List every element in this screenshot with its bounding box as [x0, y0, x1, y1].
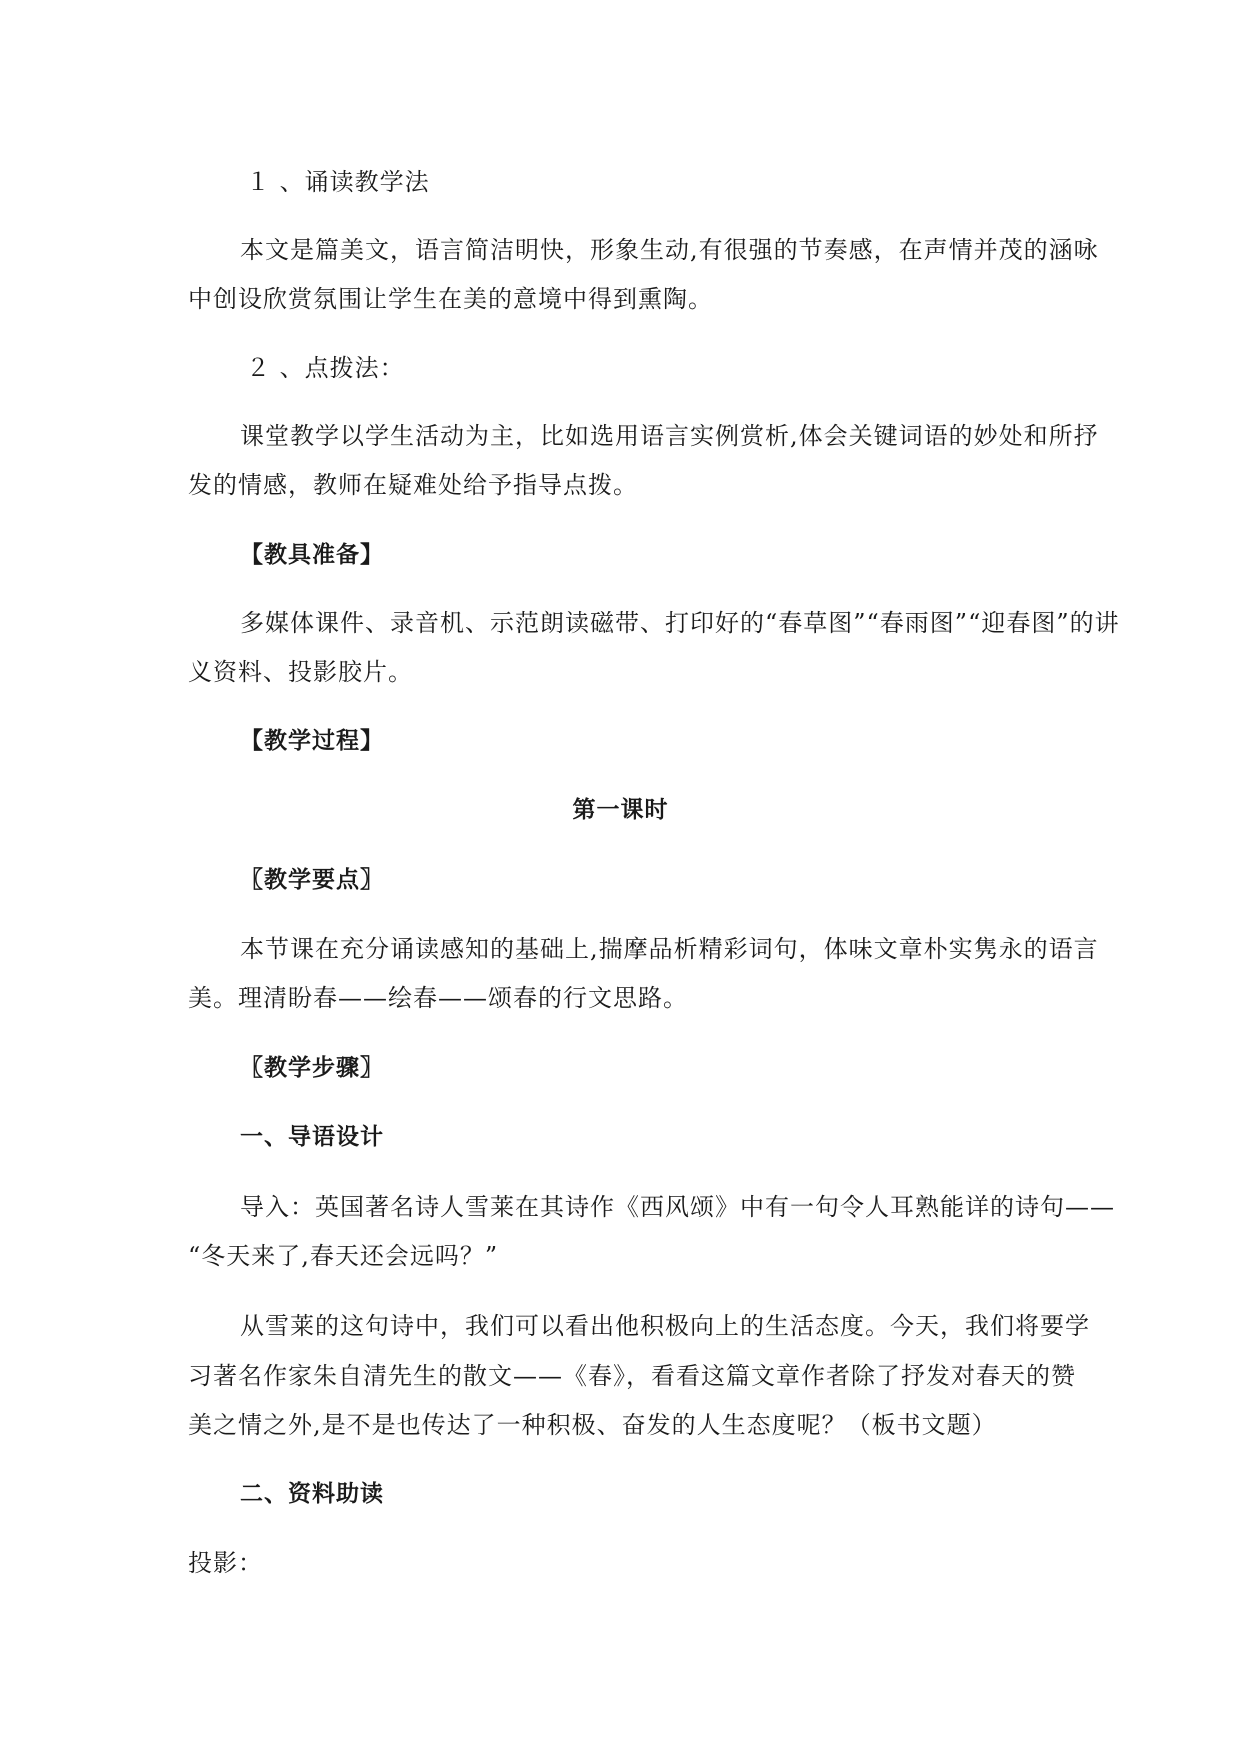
method2-title: ２ 、点拨法： — [246, 354, 405, 382]
steps-heading: 〖教学步骤〗 — [240, 1055, 384, 1081]
keypoints-heading: 〖教学要点〗 — [240, 867, 384, 893]
keypoints-body-line2: 美。理清盼春——绘春——颂春的行文思路。 — [188, 984, 688, 1012]
method2-body-line1: 课堂教学以学生活动为主，比如选用语言实例赏析,体会关键词语的妙处和所抒 — [240, 422, 1099, 450]
method1-body-line1: 本文是篇美文，语言简洁明快，形象生动,有很强的节奏感，在声情并茂的涵咏 — [240, 236, 1099, 264]
step1-heading: 一、导语设计 — [240, 1124, 384, 1150]
step1-para2-line2: 习著名作家朱自清先生的散文——《春》，看看这篇文章作者除了抒发对春天的赞 — [188, 1362, 1076, 1390]
method2-body-line2: 发的情感，教师在疑难处给予指导点拨。 — [188, 471, 638, 499]
tools-heading: 【教具准备】 — [240, 542, 384, 568]
keypoints-body-line1: 本节课在充分诵读感知的基础上,揣摩品析精彩词句，体味文章朴实隽永的语言 — [240, 935, 1099, 963]
projection-label: 投影： — [188, 1549, 263, 1577]
step1-body-line1: 导入：英国著名诗人雪莱在其诗作《西风颂》中有一句令人耳熟能详的诗句—— — [240, 1193, 1115, 1221]
process-heading: 【教学过程】 — [240, 728, 384, 754]
step1-body-line2: “冬天来了,春天还会远吗？” — [188, 1242, 499, 1270]
tools-body-line2: 义资料、投影胶片。 — [188, 658, 413, 686]
step1-para2-line3: 美之情之外,是不是也传达了一种积极、奋发的人生态度呢？（板书文题） — [188, 1411, 997, 1439]
tools-body-line1: 多媒体课件、录音机、示范朗读磁带、打印好的“春草图”“春雨图”“迎春图”的讲 — [240, 609, 1120, 637]
method1-body-line2: 中创设欣赏氛围让学生在美的意境中得到熏陶。 — [188, 285, 713, 313]
lesson-title: 第一课时 — [572, 797, 669, 823]
step1-para2-line1: 从雪莱的这句诗中，我们可以看出他积极向上的生活态度。今天，我们将要学 — [240, 1312, 1090, 1340]
step2-heading: 二、资料助读 — [240, 1481, 384, 1507]
method1-title: １ 、诵读教学法 — [246, 168, 430, 196]
